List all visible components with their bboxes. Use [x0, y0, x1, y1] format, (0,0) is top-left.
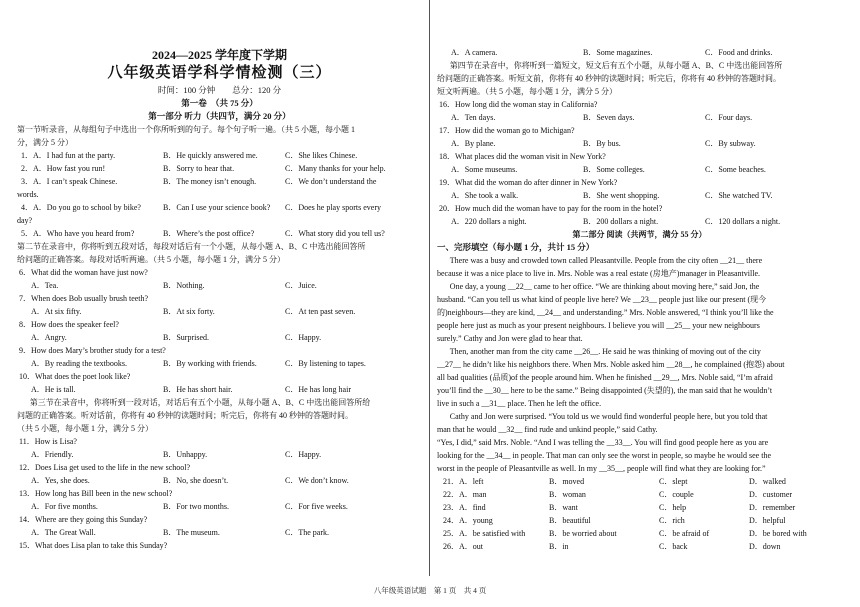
option-b: B．Some colleges. [583, 165, 645, 174]
question-text: 18．What places did the woman visit in New York? [439, 152, 606, 161]
part-one-title: 第一卷 （共 75 分） [181, 98, 258, 108]
question-text: 6．What did the woman have just now? [19, 268, 148, 277]
option-c: C．Some beaches. [705, 165, 766, 174]
question-text: 20．How much did the woman have to pay for the room in the hotel? [439, 204, 663, 213]
option-c: C．For five weeks. [285, 502, 348, 511]
option-b: B．Unhappy. [163, 450, 208, 459]
option-c: C．We don’t understand the [285, 177, 377, 186]
option-a: 23．A．find [443, 503, 486, 512]
section-1-intro-line: 第一节听录音，从每组句子中选出一个你所听到的句子。每个句子听一遍。（共 5 小题，每小题 1 [17, 125, 355, 134]
option-a: 3．A．I can’t speak Chinese. [21, 177, 118, 186]
option-a: 22．A．man [443, 490, 487, 499]
option-a: A．Yes, she does. [31, 476, 90, 485]
option-d: D．be bored with [749, 529, 807, 538]
option-a: A．Ten days. [451, 113, 496, 122]
answer-options [17, 383, 422, 396]
section-4-intro-line: 给问题的正确答案。听短文前，你将有 40 秒钟的读题时间；听完后，你将有 40 秒钟的答题时间。 [437, 74, 781, 83]
option-a: 24．A．young [443, 516, 493, 525]
option-a: A．By plane. [451, 139, 496, 148]
option-a: 5．A．Who have you heard from? [21, 229, 135, 238]
option-c: C．What story did you tell us? [285, 229, 385, 238]
option-c: C．By listening to tapes. [285, 359, 366, 368]
answer-options [17, 279, 422, 292]
cloze-options-row [437, 488, 842, 501]
exam-title: 八年级英语学科学情检测（三） [107, 65, 332, 81]
year-title: 2024—2025 学年度下学期 [151, 48, 287, 62]
option-a: 2．A．How fast you run! [21, 164, 106, 173]
cloze-title: 一、完形填空（每小题 1 分，共计 15 分） [437, 242, 595, 252]
option-b: B．want [549, 503, 578, 512]
right-flow [437, 46, 842, 553]
exam-meta: 时间：100 分钟 总分：120 分 [157, 85, 282, 95]
cloze-options-row [437, 501, 842, 514]
page-footer: 八年级英语试题 第 1 页 共 4 页 [373, 586, 487, 595]
answer-options [437, 163, 842, 176]
listening-title: 第一部分 听力（共四节，满分 20 分） [148, 111, 291, 121]
cloze-passage-line: There was a busy and crowded town called Pleasantville. People from the city often __21__ there [449, 256, 763, 265]
option-c: C．slept [659, 477, 688, 486]
section-3-intro-line: （共 5 小题，每小题 1 分，满分 5 分） [17, 424, 153, 433]
question-text: 10．What does the poet look like? [19, 372, 131, 381]
section-4-intro-line: 短文听两遍。（共 5 小题，每小题 1 分，满分 5 分） [437, 87, 617, 96]
option-d: D．remember [749, 503, 796, 512]
cloze-passage-line: man that he would __32__ find rude and unkind people,” said Cathy. [437, 425, 658, 434]
question-text: 9．How does Mary’s brother study for a test? [19, 346, 166, 355]
option-b: B．woman [549, 490, 586, 499]
cloze-passage-line: “Yes, I did,” said Mrs. Noble. “And I was telling the __33__. You will find good people here as you are [437, 438, 769, 447]
option-a: 26．A．out [443, 542, 483, 551]
option-c: C．Many thanks for your help. [285, 164, 386, 173]
option-b: B．Some magazines. [583, 48, 653, 57]
option-b: B．be worried about [549, 529, 617, 538]
cloze-passage-line: surely.” Cathy and Jon were glad to hear that. [437, 334, 583, 343]
question-text: 13．How long has Bill been in the new school? [19, 489, 173, 498]
option-b: B．Can I use your science book? [163, 203, 271, 212]
option-b: B．She went shopping. [583, 191, 660, 200]
option-b: B．200 dollars a night. [583, 217, 659, 226]
option-b: B．beautiful [549, 516, 591, 525]
answer-options [17, 305, 422, 318]
answer-options [437, 137, 842, 150]
option-c: C．back [659, 542, 688, 551]
option-b: B．Where’s the post office? [163, 229, 255, 238]
cloze-options-row [437, 527, 842, 540]
sentence-choice-row [17, 149, 422, 162]
option-c: C．We don’t know. [285, 476, 349, 485]
sentence-choice-row [17, 201, 422, 214]
option-c: C．be afraid of [659, 529, 710, 538]
option-d: D．helpful [749, 516, 786, 525]
option-b: B．Surprised. [163, 333, 209, 342]
option-continuation: day? [17, 216, 33, 225]
option-c: C．At ten past seven. [285, 307, 356, 316]
answer-options [17, 526, 422, 539]
part-two-title: 第二部分 阅读（共两节，满分 55 分） [572, 230, 707, 239]
cloze-passage-line: husband. “Can you tell us what kind of people live here? We __23__ people just like our present (现今 [437, 295, 767, 304]
cloze-passage-line: live in such a __31__ place. Then he left the office. [437, 399, 602, 408]
option-c: C．rich [659, 516, 685, 525]
answer-options [437, 111, 842, 124]
cloze-passage-line: you’ll find the __30__ here to be the same.” Being disappointed (失望的), the man said that he wouldn’t [437, 386, 773, 395]
option-c: C．He has long hair [285, 385, 351, 394]
option-a: 21．A．left [443, 477, 484, 486]
answer-options [17, 500, 422, 513]
option-b: B．For two months. [163, 502, 230, 511]
sentence-choice-row [17, 227, 422, 240]
option-c: C．Juice. [285, 281, 317, 290]
option-c: C．Happy. [285, 333, 322, 342]
sentence-choice-row [17, 162, 422, 175]
option-a: A．A camera. [451, 48, 498, 57]
option-c: C．Four days. [705, 113, 753, 122]
option-c: C．Does he play sports every [285, 203, 381, 212]
option-a: 4．A．Do you go to school by bike? [21, 203, 141, 212]
option-b: B．moved [549, 477, 585, 486]
question-text: 17．How did the woman go to Michigan? [439, 126, 575, 135]
option-b: B．He quickly answered me. [163, 151, 258, 160]
option-c: C．Happy. [285, 450, 322, 459]
option-a: A．The Great Wall. [31, 528, 96, 537]
option-c: C．couple [659, 490, 694, 499]
option-b: B．By bus. [583, 139, 621, 148]
option-c: C．120 dollars a night. [705, 217, 781, 226]
answer-options [437, 215, 842, 228]
option-a: 25．A．be satisfied with [443, 529, 526, 538]
cloze-passage-line: looking for the __34__ in people. That man can only see the worst in people, so maybe he would see the [437, 451, 771, 460]
cloze-passage-line: Cathy and Jon were surprised. “You told us we would find wonderful people here, but you told that [449, 412, 768, 421]
sentence-choice-row [17, 175, 422, 188]
section-3-intro-line: 第三节在录音中，你将听到一段对话，对话后有五个小题，从每小题 A、B、C 中选出能回答所给 [29, 398, 371, 407]
question-text: 11．How is Lisa? [19, 437, 77, 446]
answer-options [437, 189, 842, 202]
option-c: C．By subway. [705, 139, 756, 148]
option-a: A．At six fifty. [31, 307, 82, 316]
option-c: C．She watched TV. [705, 191, 773, 200]
option-a: A．Angry. [31, 333, 67, 342]
question-text: 8．How does the speaker feel? [19, 320, 119, 329]
section-1-intro-line: 分，满分 5 分） [17, 138, 73, 147]
option-a: A．220 dollars a night. [451, 217, 527, 226]
cloze-passage-line: One day, a young __22__ came to her office. “We are thinking about moving here,” said Jon, the [449, 282, 760, 291]
option-a: A．Friendly. [31, 450, 74, 459]
answer-options [17, 448, 422, 461]
cloze-passage-line: people here just as much as your present neighbours. I believe you will __25__ your new neighbours [437, 321, 760, 330]
option-b: B．The money isn’t enough. [163, 177, 257, 186]
answer-options [437, 46, 842, 59]
option-c: C．Food and drinks. [705, 48, 773, 57]
option-d: D．walked [749, 477, 786, 486]
option-c: C．She likes Chinese. [285, 151, 358, 160]
option-d: D．down [749, 542, 781, 551]
option-b: B．Seven days. [583, 113, 635, 122]
section-2-intro-line: 第二节在录音中，你将听到五段对话，每段对话后有一个小题，从每小题 A、B、C 中选出能回答所 [17, 242, 366, 251]
option-a: A．By reading the textbooks. [31, 359, 127, 368]
sentence-choice-continuation [17, 214, 422, 227]
cloze-passage-line: because it was a nice place to live in. Mrs. Noble was a real estate (房地产)manager in Pleasantville. [437, 269, 760, 278]
answer-options [17, 474, 422, 487]
option-b: B．He has short hair. [163, 385, 233, 394]
question-text: 7．When does Bob usually brush teeth? [19, 294, 149, 303]
option-a: A．She took a walk. [451, 191, 519, 200]
option-a: A．Tea. [31, 281, 59, 290]
answer-options [17, 357, 422, 370]
option-b: B．No, she doesn’t. [163, 476, 229, 485]
cloze-options-row [437, 514, 842, 527]
question-text: 14．Where are they going this Sunday? [19, 515, 148, 524]
option-c: C．The park. [285, 528, 329, 537]
option-a: 1．A．I had fun at the party. [21, 151, 116, 160]
option-b: B．The museum. [163, 528, 220, 537]
option-a: A．He is tall. [31, 385, 76, 394]
cloze-passage-line: Then, another man from the city came __26__. He said he was thinking of moving out of the city [449, 347, 761, 356]
cloze-options-row [437, 475, 842, 488]
cloze-options-row [437, 540, 842, 553]
cloze-passage-line: worst in the people of Pleasantville as well. In my __35__, people will find what they are looking for.” [437, 464, 766, 473]
option-a: A．For five months. [31, 502, 98, 511]
option-b: B．By working with friends. [163, 359, 257, 368]
section-3-intro-line: 问题的正确答案。听对话前，你将有 40 秒钟的读题时间；听完后，你将有 40 秒钟的答题时间。 [17, 411, 353, 420]
option-c: C．help [659, 503, 687, 512]
question-text: 16．How long did the woman stay in California? [439, 100, 598, 109]
section-4-intro-line: 第四节在录音中，你将听到一篇短文，短文后有五个小题，从每小题 A、B、C 中选出能回答所 [449, 61, 783, 70]
option-a: A．Some museums. [451, 165, 518, 174]
option-continuation: words. [17, 190, 39, 199]
cloze-passage-line: all bad qualities (品质)of the people around him. When he finished __29__, Mrs. Noble said, “I’m afraid [437, 373, 773, 382]
option-d: D．customer [749, 490, 793, 499]
question-text: 15．What does Lisa plan to take this Sunday? [19, 541, 168, 550]
question-text: 12．Does Lisa get used to the life in the new school? [19, 463, 191, 472]
cloze-passage-line: 的)neighbours—they are kind, __24__ and understanding.” Mrs. Noble answered, “I think you’ll like the [437, 308, 774, 317]
option-b: B．Nothing. [163, 281, 205, 290]
question-text: 19．What did the woman do after dinner in New York? [439, 178, 618, 187]
listening-sections [17, 123, 422, 552]
answer-options [17, 331, 422, 344]
section-2-intro-line: 给问题的正确答案。每段对话听两遍。（共 5 小题，每小题 1 分，满分 5 分） [17, 255, 285, 264]
column-divider [429, 0, 430, 576]
sentence-choice-continuation [17, 188, 422, 201]
option-b: B．Sorry to hear that. [163, 164, 235, 173]
option-b: B．At six forty. [163, 307, 215, 316]
option-b: B．in [549, 542, 569, 551]
cloze-passage-line: __27__ he didn’t like his neighbors there. When Mrs. Noble asked him __28__, he complained (抱怨) about [437, 360, 785, 369]
